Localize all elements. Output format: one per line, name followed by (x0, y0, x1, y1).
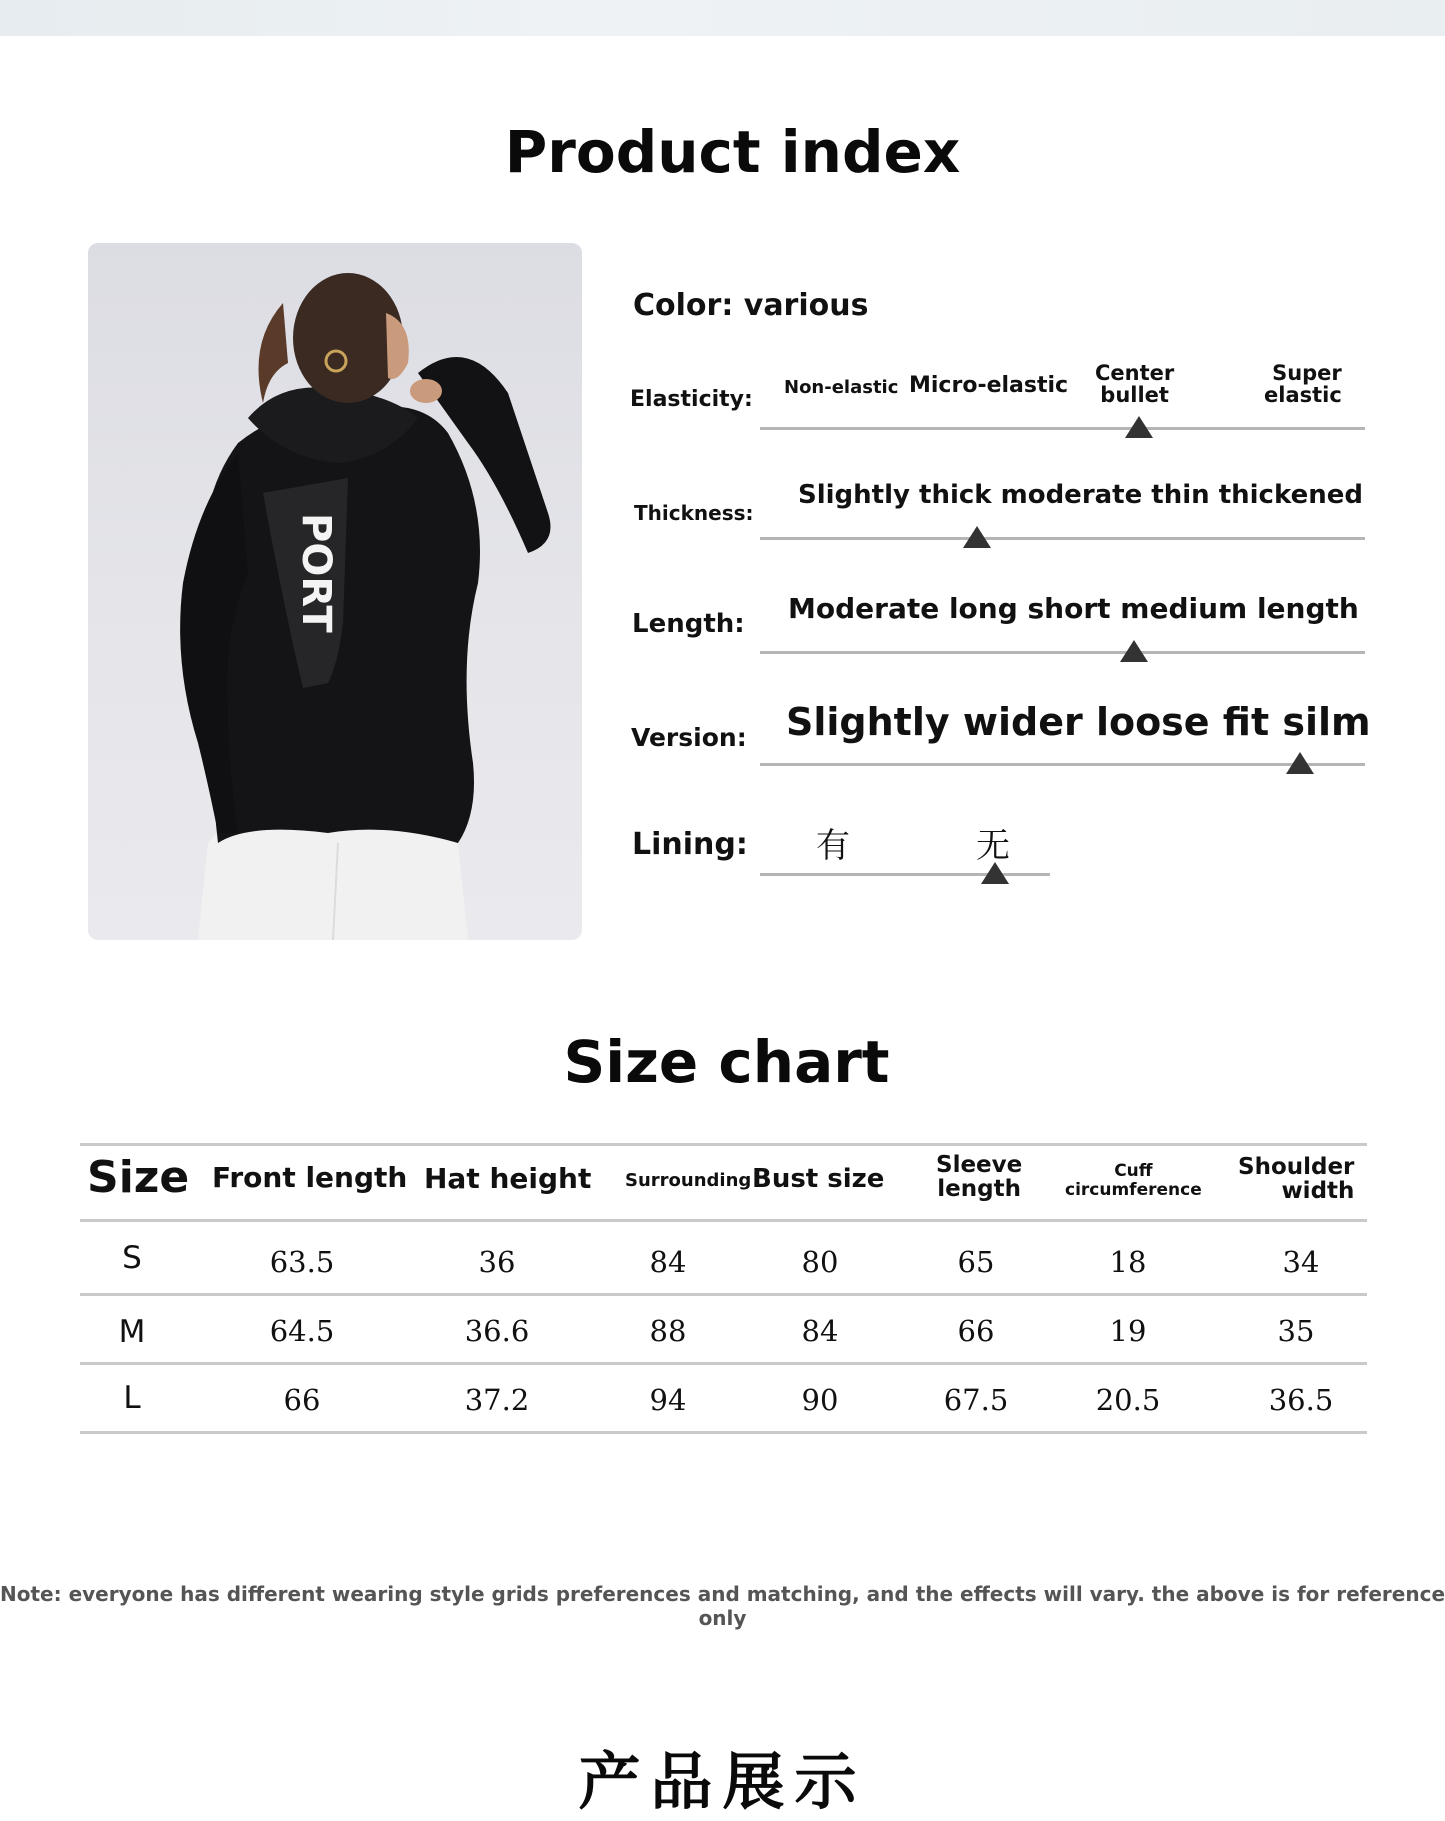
elasticity-option-non-elastic: Non-elastic (784, 377, 899, 398)
product-photo (88, 243, 582, 940)
header-bust-size: Bust size (752, 1164, 885, 1194)
version-scale-line (760, 763, 1365, 766)
lining-marker (981, 862, 1009, 884)
elasticity-option-super-elastic: Super elastic (1264, 361, 1342, 408)
header-sleeve-length: Sleeve length (936, 1152, 1023, 1203)
header-hat-height: Hat height (424, 1162, 592, 1195)
lining-option-yes: 有 (816, 826, 850, 866)
hat-height-cell: 37.2 (464, 1383, 530, 1417)
sleeve-cell: 65 (957, 1245, 995, 1279)
header-front-length: Front length (212, 1161, 408, 1194)
lining-label: Lining: (632, 827, 748, 862)
thickness-scale-line (760, 537, 1365, 540)
product-index-title: Product index (504, 118, 961, 186)
length-label: Length: (632, 609, 745, 639)
surrounding-cell: 88 (649, 1314, 687, 1348)
size-cell: S (122, 1240, 142, 1276)
color-info: Color: various (633, 288, 869, 323)
sleeve-cell: 66 (957, 1314, 995, 1348)
elasticity-label: Elasticity: (630, 387, 753, 412)
header-surrounding: Surrounding (625, 1170, 752, 1191)
hat-height-cell: 36 (478, 1245, 516, 1279)
bust-cell: 90 (801, 1383, 839, 1417)
surrounding-cell: 94 (649, 1383, 687, 1417)
bust-cell: 80 (801, 1245, 839, 1279)
product-display-title: 产品展示 (578, 1745, 867, 1818)
size-cell: L (123, 1380, 141, 1416)
cuff-cell: 20.5 (1095, 1383, 1161, 1417)
version-label: Version: (631, 723, 747, 752)
shoulder-cell: 35 (1277, 1314, 1315, 1348)
shoulder-cell: 36.5 (1268, 1383, 1334, 1417)
thickness-label: Thickness: (634, 501, 754, 525)
version-options: Slightly wider loose fit silm (786, 700, 1371, 744)
header-cuff-circumference: Cuff circumference (1065, 1161, 1202, 1200)
reference-note: Note: everyone has different wearing style grids preferences and matching, and the effects will vary. the above is for reference only (0, 1582, 1445, 1630)
elasticity-option-center-bullet: Center bullet (1095, 361, 1175, 408)
table-row-rule (80, 1362, 1367, 1365)
size-chart-title: Size chart (563, 1028, 890, 1096)
table-row-rule (80, 1293, 1367, 1296)
length-scale-line (760, 651, 1365, 654)
header-shoulder-width: Shoulder width (1238, 1154, 1355, 1205)
length-options: Moderate long short medium length (788, 592, 1359, 625)
lining-option-no: 无 (976, 826, 1010, 866)
header-size: Size (87, 1152, 190, 1203)
elasticity-option-micro-elastic: Micro-elastic (909, 373, 1069, 398)
thickness-options: Slightly thick moderate thin thickened (798, 480, 1363, 510)
surrounding-cell: 84 (649, 1245, 687, 1279)
front-length-cell: 63.5 (269, 1245, 335, 1279)
photo-print-text: PORT (293, 513, 339, 633)
length-marker (1120, 640, 1148, 662)
front-length-cell: 64.5 (269, 1314, 335, 1348)
front-length-cell: 66 (283, 1383, 321, 1417)
shoulder-cell: 34 (1282, 1245, 1320, 1279)
cuff-cell: 19 (1109, 1314, 1147, 1348)
cuff-cell: 18 (1109, 1245, 1147, 1279)
version-marker (1286, 752, 1314, 774)
elasticity-scale-line (760, 427, 1365, 430)
size-cell: M (118, 1314, 146, 1350)
elasticity-marker (1125, 416, 1153, 438)
table-header-rule (80, 1219, 1367, 1222)
sleeve-cell: 67.5 (943, 1383, 1009, 1417)
table-top-rule (80, 1143, 1367, 1146)
thickness-marker (963, 526, 991, 548)
table-bottom-rule (80, 1431, 1367, 1434)
hat-height-cell: 36.6 (464, 1314, 530, 1348)
bust-cell: 84 (801, 1314, 839, 1348)
top-banner-strip (0, 0, 1445, 36)
